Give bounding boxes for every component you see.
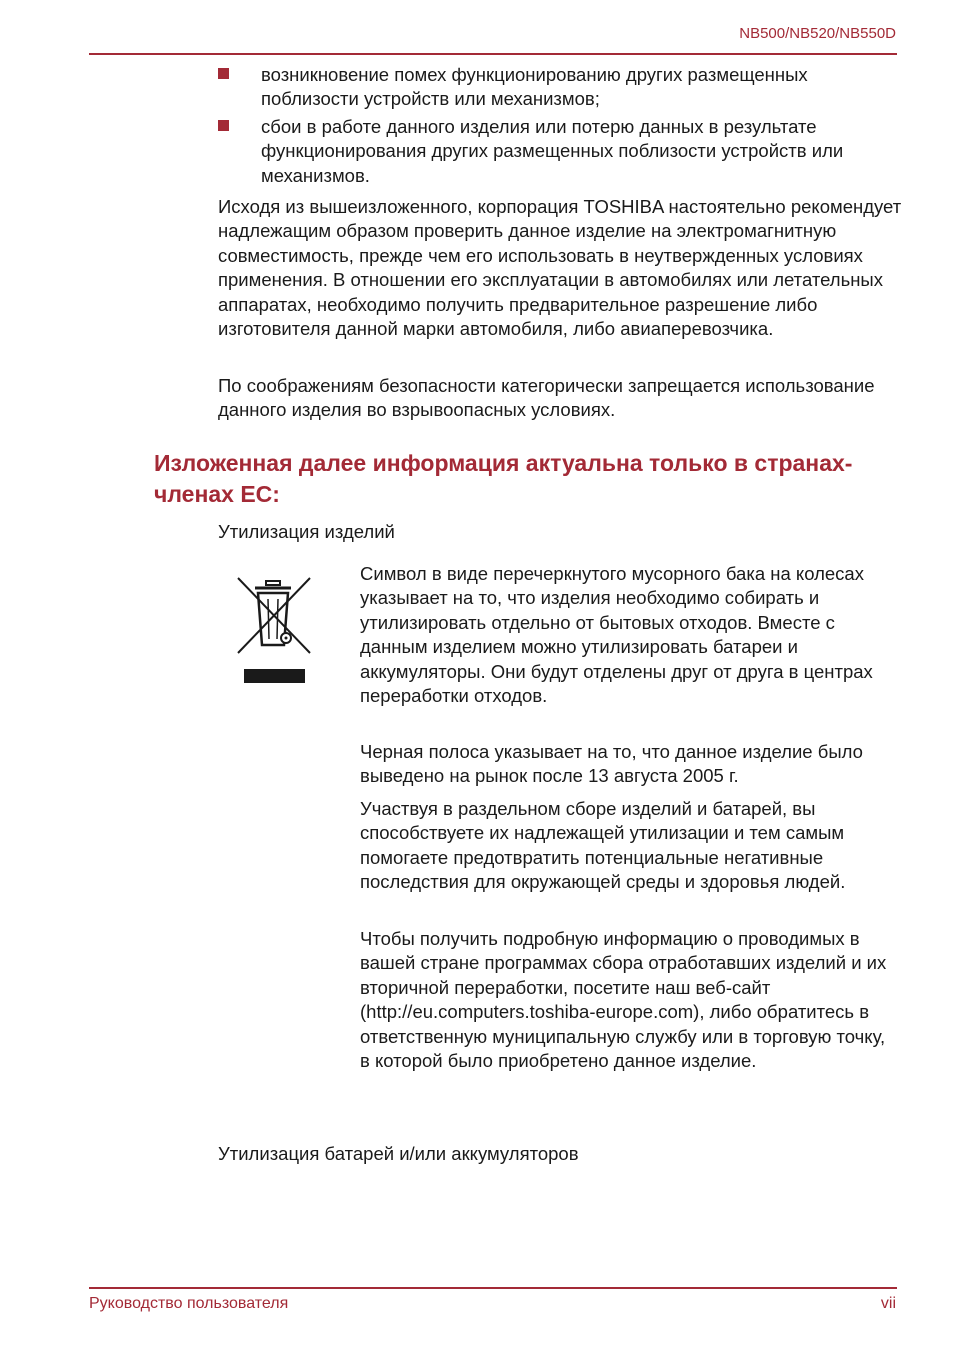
- separate-collection-paragraph: Участвуя в раздельном сборе изделий и батарей, вы способствуете их надлежащей утилизации и тем самым помогаете предотвратить потенциальные негативные последствия для окружающей среды и здоровья людей.: [360, 798, 846, 893]
- page-number: vii: [880, 1295, 896, 1312]
- list-item: [218, 63, 898, 112]
- bullet-text: сбои в работе данного изделия или потерю данных в результате функционирования других размещенных поблизости устройств или механизмов.: [261, 115, 844, 186]
- footer-rule: [89, 1287, 897, 1289]
- weee-symbol-paragraph: Символ в виде перечеркнутого мусорного бака на колесах указывает на то, что изделия необходимо собирать и утилизировать отдельно от бытовых отходов. Вместе с данным изделием можно утилизировать батареи и аккумуляторы. Они будут отделены друг от друга в центрах переработки отходов.: [360, 563, 873, 707]
- battery-disposal-title: Утилизация батарей и/или аккумуляторов: [218, 1143, 579, 1164]
- bullet-list: [218, 63, 898, 191]
- header-rule: [89, 53, 897, 55]
- product-disposal-title: Утилизация изделий: [218, 521, 395, 542]
- footer-title: Руководство пользователя: [89, 1295, 289, 1312]
- bullet-text: возникновение помех функционированию других размещенных поблизости устройств или механизмов;: [261, 64, 808, 110]
- crossed-out-wheeled-bin-icon: [235, 575, 313, 685]
- toshiba-recommendation-paragraph: Исходя из вышеизложенного, корпорация TOSHIBA настоятельно рекомендует надлежащим образом проверить данное изделие на электромагнитную совместимость, прежде чем его использовать в неутвержденных условиях применения. В отношении его эксплуатации в автомобилях или летательных аппаратах, необходимо получить предварительное разрешение либо изготовителя данной марки автомобиля, либо авиаперевозчика.: [218, 196, 902, 340]
- more-info-paragraph: Чтобы получить подробную информацию о проводимых в вашей стране программах сбора отработавших изделий и их вторичной переработки, посетите наш веб-сайт (http://eu.computers.toshiba-europe.com), либо обратитесь в ответственную муниципальную службу или в торговую точку, в которой было приобретено данное изделие.: [360, 928, 887, 1072]
- explosive-warning-paragraph: По соображениям безопасности категорически запрещается использование данного изделия во взрывоопасных условиях.: [218, 375, 875, 421]
- header-model: NB500/NB520/NB550D: [739, 25, 896, 42]
- black-bar-paragraph: Черная полоса указывает на то, что данное изделие было выведено на рынок после 13 августа 2005 г.: [360, 741, 863, 787]
- bullet-square-icon: [218, 68, 229, 79]
- bullet-square-icon: [218, 120, 229, 131]
- eu-section-heading: Изложенная далее информация актуальна только в странах-членах ЕС:: [154, 450, 853, 507]
- list-item: [218, 115, 898, 188]
